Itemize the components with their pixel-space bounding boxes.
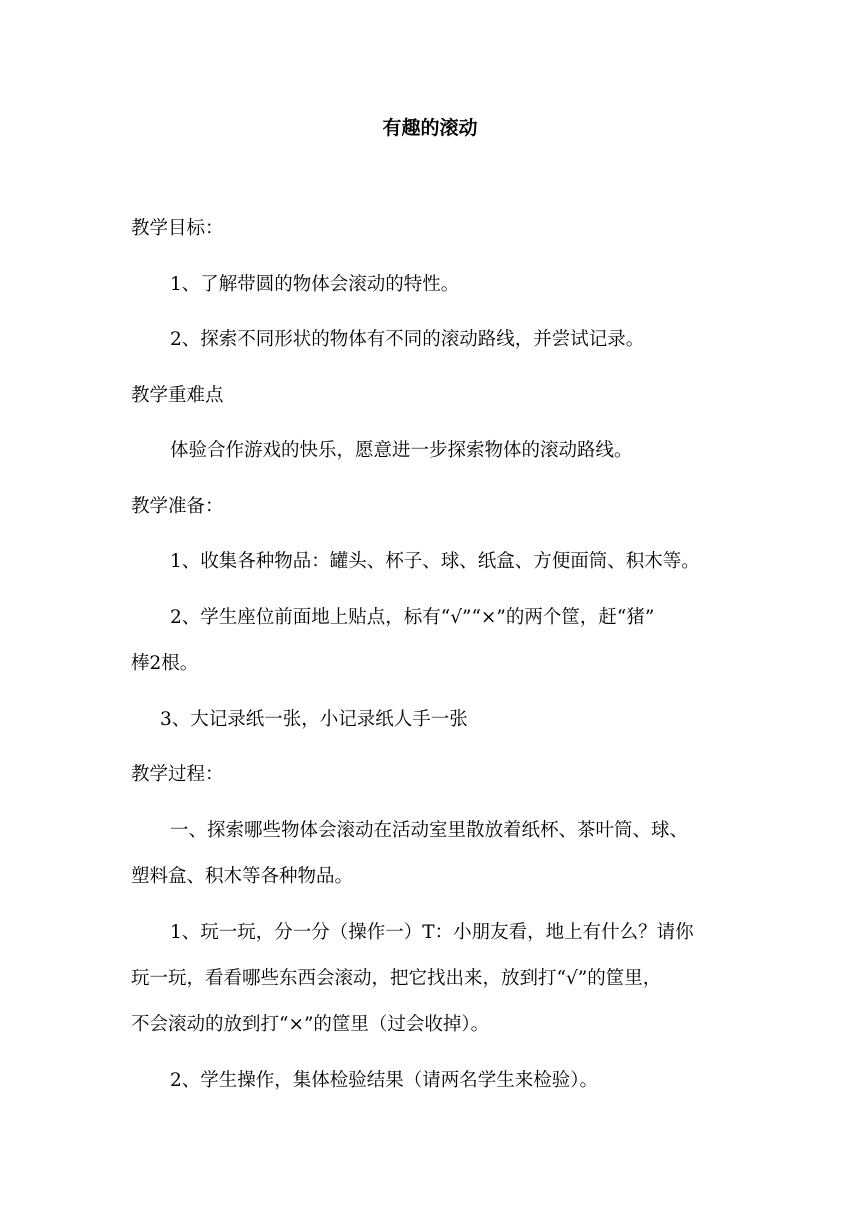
process-step-1-cont-a: 玩一玩，看看哪些东西会滚动，把它找出来，放到打“√”的筐里， xyxy=(131,968,662,989)
heading-key-points: 教学重难点 xyxy=(131,385,224,406)
preparation-1: 1、收集各种物品：罐头、杯子、球、纸盒、方便面筒、积木等。 xyxy=(170,551,700,572)
preparation-3: 3、大记录纸一张，小记录纸人手一张 xyxy=(160,709,468,730)
heading-process: 教学过程： xyxy=(131,764,224,785)
process-step-1: 1、玩一玩，分一分（操作一）T：小朋友看，地上有什么？请你 xyxy=(170,922,694,943)
key-points-text: 体验合作游戏的快乐，愿意进一步探索物体的滚动路线。 xyxy=(170,440,633,461)
objective-1: 1、了解带圆的物体会滚动的特性。 xyxy=(170,274,460,295)
process-step-1-cont-b: 不会滚动的放到打“×”的筐里（过会收掉）。 xyxy=(131,1014,490,1035)
preparation-2-cont: 棒2根。 xyxy=(131,653,199,674)
process-step-2: 2、学生操作，集体检验结果（请两名学生来检验）。 xyxy=(170,1070,599,1091)
heading-preparation: 教学准备： xyxy=(131,496,224,517)
document-title: 有趣的滚动 xyxy=(382,117,478,139)
preparation-2: 2、学生座位前面地上贴点，标有“√”“×”的两个筐，赶“猪” xyxy=(170,607,655,628)
process-1: 一、探索哪些物体会滚动在活动室里散放着纸杯、茶叶筒、球、 xyxy=(170,820,689,841)
heading-objectives: 教学目标： xyxy=(131,218,224,239)
process-1-cont: 塑料盒、积木等各种物品。 xyxy=(131,866,354,887)
objective-2: 2、探索不同形状的物体有不同的滚动路线，并尝试记录。 xyxy=(170,329,645,350)
